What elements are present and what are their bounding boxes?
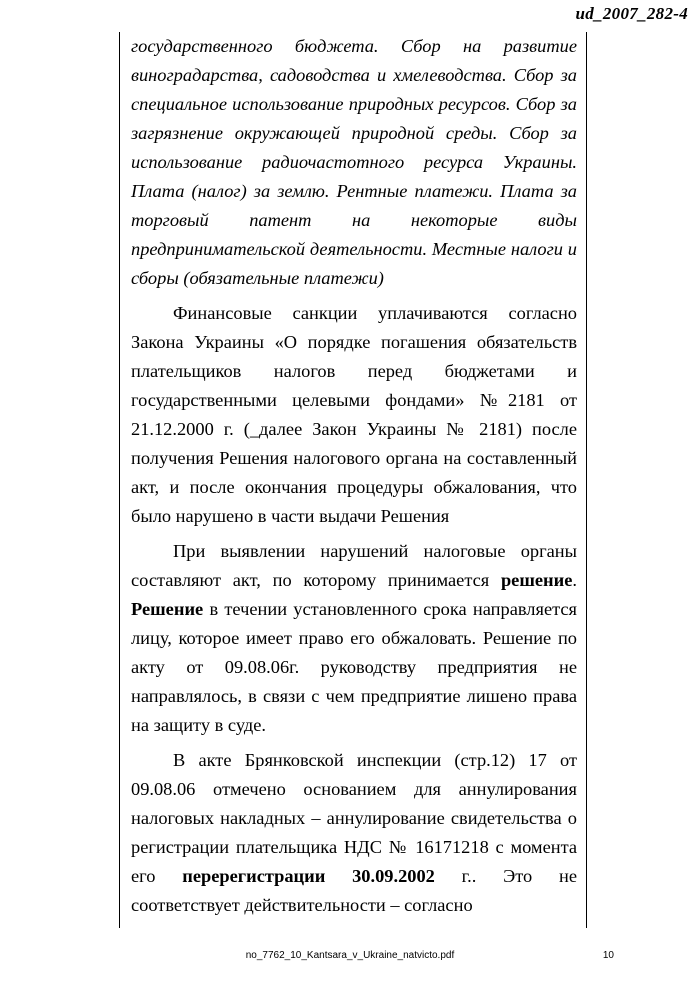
paragraph-financial-sanctions: Финансовые санкции уплачиваются согласно Закона Украины «О порядке погашения обязательств плательщиков налогов перед бюджетами и государственными целевыми фондами» №2181 от 21.12.2000 г. (_далее Закон Украины № 2181) после получения Решения налогового органа на составленный акт, и после окончания процедуры обжалования, что было нарушено в части выдачи Решения bbox=[131, 303, 577, 526]
page-body bbox=[131, 32, 577, 920]
text-fragment: . bbox=[572, 570, 577, 590]
page-number: 10 bbox=[602, 950, 614, 961]
text-fragment: При выявлении нарушений налоговые органы составляют акт, по которому принимается bbox=[131, 541, 577, 590]
document-reference: ud_2007_282-4 bbox=[575, 4, 688, 23]
text-fragment: В акте Брянковской инспекции (стр.12) 17 от 09.08.06 отмечено основанием для аннулирования налоговых накладных – аннулирование свидетельства о регистрации плательщика НДС № 16171218 с момента его bbox=[131, 750, 577, 886]
paragraph-inspection-act bbox=[131, 746, 577, 920]
paragraph-tax-list: государственного бюджета. Сбор на развитие виноградарства, садоводства и хмелеводства. Сбор за специальное использование природных ресурсов. Сбор за загрязнение окружающей природной среды. Сбор за использование радиочастотного ресурса Украины. Плата (налог) за землю. Рентные платежи. Плата за торговый патент на некоторые виды предпринимательской деятельности. Местные налоги и сборы (обязательные платежи) bbox=[131, 36, 577, 288]
bold-term-decision-2: Решение bbox=[131, 599, 204, 619]
bold-term-decision: решение bbox=[500, 570, 573, 590]
footer-filename: no_7762_10_Kantsara_v_Ukraine_natvicto.pdf bbox=[245, 950, 455, 961]
paragraph-violations-decision bbox=[131, 537, 577, 740]
text-fragment: в течении установленного срока направляется лицу, которое имеет право его обжаловать. Решение по акту от 09.08.06г. руководству предприятия не направлялось, в связи с чем предприятие лишено права на защиту в суде. bbox=[131, 599, 577, 735]
bold-reregistration-date: перерегистрации 30.09.2002 bbox=[182, 866, 435, 886]
text-fragment: г.. Это не соответствует действительности – согласно bbox=[131, 866, 577, 915]
